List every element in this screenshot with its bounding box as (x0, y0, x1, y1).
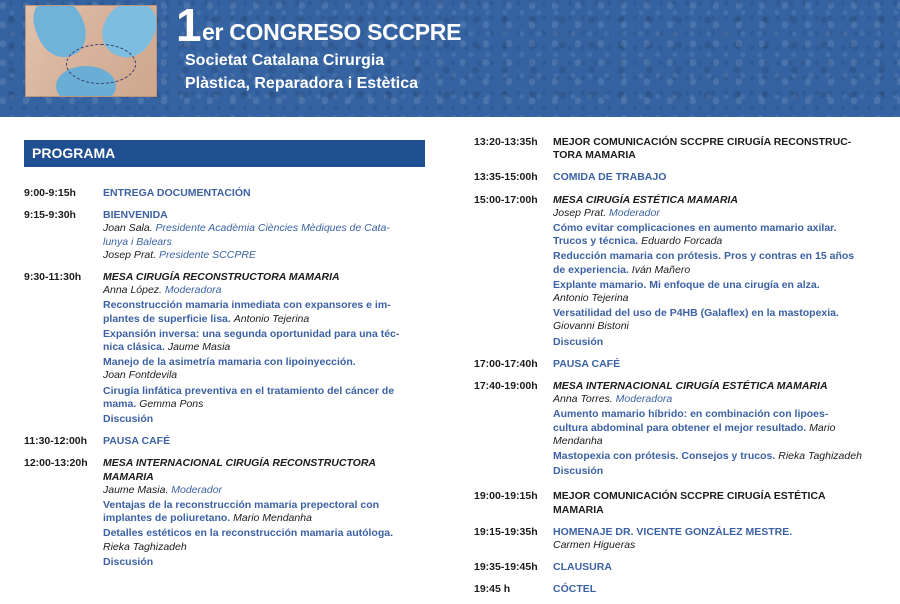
society-name-line2: Plàstica, Reparadora i Estètica (185, 75, 418, 92)
discussion-label: Discusión (553, 465, 604, 478)
discussion-label: Discusión (553, 335, 604, 348)
event-time: 9:15-9:30h (24, 209, 76, 222)
event-title: MEJOR COMUNICACIÓN SCCPRE CIRUGÍA RECONSTRUC- (553, 136, 852, 148)
program-event (474, 490, 879, 516)
talk-title: cultura abdominal para obtener el mejor resultado. (553, 421, 807, 434)
talk-title: mama. (103, 397, 137, 410)
event-time: 12:00-13:20h (24, 457, 88, 470)
event-time: 19:45 h (474, 583, 511, 596)
event-title: TORA MAMARIA (553, 149, 636, 162)
event-title: PAUSA CAFÉ (553, 357, 621, 370)
talk-speaker: Antonio Tejerina (233, 312, 310, 325)
talk-title: Cirugía linfática preventiva en el tratamiento del cáncer de (103, 384, 395, 397)
talk-speaker: Joan Fontdevila (103, 369, 178, 382)
discussion-label: Discusión (103, 555, 154, 568)
moderator-name: Anna López. (103, 284, 162, 297)
talk-speaker: Mario Mendanha (233, 512, 312, 525)
programa-heading: PROGRAMA (24, 140, 425, 167)
event-title: MAMARIA (553, 503, 604, 516)
talk-title: Versatilidad del uso de P4HB (Galaflex) en la mastopexia. (553, 307, 839, 320)
talk-speaker: Rieka Taghizadeh (103, 540, 187, 553)
talk-speaker: Mario (809, 421, 836, 434)
event-title: BIENVENIDA (103, 209, 168, 222)
event-time: 15:00-17:00h (474, 193, 538, 206)
talk-title: Ventajas de la reconstrucción mamaria prepectoral con (103, 499, 380, 512)
talk-speaker: Gemma Pons (139, 397, 204, 410)
talk-title: Reducción mamaria con prótesis. Pros y contras en 15 años (553, 250, 855, 263)
talk-title: de experiencia. (553, 263, 629, 276)
event-time: 9:00-9:15h (24, 187, 76, 199)
congress-header (0, 0, 900, 117)
title-number: 1 (176, 0, 202, 51)
event-title: COMIDA DE TRABAJO (553, 171, 667, 184)
congress-title: er CONGRESO SCCPRE (202, 19, 462, 45)
program-right-column (474, 136, 879, 597)
moderator-name: Josep Prat. (553, 206, 607, 219)
moderator-role: Moderador (171, 483, 223, 496)
discussion-label: Discusión (103, 413, 154, 426)
talk-speaker: Jaume Masia (167, 341, 231, 354)
talk-title: Trucos y técnica. (553, 235, 639, 248)
talk-speaker: Antonio Tejerina (553, 292, 629, 305)
moderator-name: Anna Torres. (553, 393, 613, 406)
program-event (474, 171, 879, 184)
talk-speaker: Iván Mañero (631, 263, 691, 276)
event-time: 19:00-19:15h (474, 490, 538, 503)
program-event (24, 271, 429, 426)
moderator-role: Moderadora (164, 284, 222, 297)
event-time: 13:20-13:35h (474, 136, 538, 148)
event-time: 17:40-19:00h (474, 380, 538, 393)
event-title: ENTREGA DOCUMENTACIÓN (103, 187, 251, 199)
program-event (474, 194, 879, 349)
talk-speaker: Eduardo Forcada (641, 235, 723, 248)
session-title: MESA CIRUGÍA ESTÉTICA MAMARIA (553, 193, 738, 206)
program-left-column (24, 187, 429, 569)
event-time: 19:35-19:45h (474, 561, 538, 574)
talk-speaker: Mendanha (553, 434, 603, 447)
event-title: CLAUSURA (553, 561, 612, 574)
talk-title: Mastopexia con prótesis. Consejos y trucos. (553, 450, 776, 463)
talk-title: Manejo de la asimetría mamaria con lipoinyección. (103, 356, 356, 369)
moderator-role: Moderadora (615, 393, 673, 406)
talk-title: nica clásica. (103, 341, 165, 354)
speaker-name: Joan Sala. (103, 222, 153, 235)
program-event (474, 358, 879, 371)
session-title: MESA INTERNACIONAL CIRUGÍA RECONSTRUCTORA (103, 457, 377, 470)
event-time: 19:15-19:35h (474, 525, 538, 538)
program-event (474, 380, 879, 478)
talk-title: Explante mamario. Mi enfoque de una cirugía en alza. (553, 278, 820, 291)
speaker-role: Presidente SCCPRE (159, 248, 256, 261)
surgery-photo (25, 5, 157, 97)
session-title: MESA INTERNACIONAL CIRUGÍA ESTÉTICA MAMARIA (553, 380, 828, 393)
speaker-role: Presidente Acadèmia Ciències Mèdiques de Cata- (155, 222, 390, 235)
talk-title: implantes de poliuretano. (103, 512, 231, 525)
talk-speaker: Giovanni Bistoni (553, 320, 629, 333)
speaker-name: Josep Prat. (103, 248, 157, 261)
program-event (24, 209, 429, 262)
talk-speaker: Rieka Taghizadeh (778, 450, 862, 463)
event-title: MEJOR COMUNICACIÓN SCCPRE CIRUGÍA ESTÉTICA (553, 490, 826, 503)
talk-title: Expansión inversa: una segunda oportunidad para una téc- (103, 327, 400, 340)
program-event (24, 457, 429, 569)
moderator-role: Moderador (609, 206, 660, 219)
event-time: 9:30-11:30h (24, 271, 82, 284)
program-event (24, 187, 429, 200)
event-time: 17:00-17:40h (474, 357, 538, 370)
event-time: 13:35-15:00h (474, 171, 538, 184)
event-time: 11:30-12:00h (24, 435, 88, 448)
program-event (474, 583, 879, 596)
talk-title: plantes de superficie lisa. (103, 312, 231, 325)
session-title: MESA CIRUGÍA RECONSTRUCTORA MAMARIA (103, 271, 340, 284)
talk-title: Detalles estéticos en la reconstrucción mamaria autóloga. (103, 527, 394, 540)
program-event (24, 435, 429, 448)
society-name-line1: Societat Catalana Cirurgia (185, 52, 385, 69)
talk-title: Reconstrucción mamaria inmediata con expansores e im- (103, 299, 391, 312)
moderator-name: Jaume Masia. (103, 483, 169, 496)
event-title: PAUSA CAFÉ (103, 435, 171, 448)
session-title: MAMARIA (103, 470, 154, 483)
program-event (474, 561, 879, 574)
program-event (474, 136, 879, 162)
speaker-role: lunya i Balears (103, 235, 172, 248)
honoree-presenter: Carmen Higueras (553, 539, 636, 552)
event-title: CÓCTEL (553, 583, 597, 596)
event-title: HOMENAJE DR. VICENTE GONZÁLEZ MESTRE. (553, 525, 793, 538)
program-event (474, 526, 879, 552)
talk-title: Aumento mamario híbrido: en combinación con lipoes- (553, 408, 829, 421)
talk-title: Cómo evitar complicaciones en aumento mamario axilar. (553, 222, 837, 235)
